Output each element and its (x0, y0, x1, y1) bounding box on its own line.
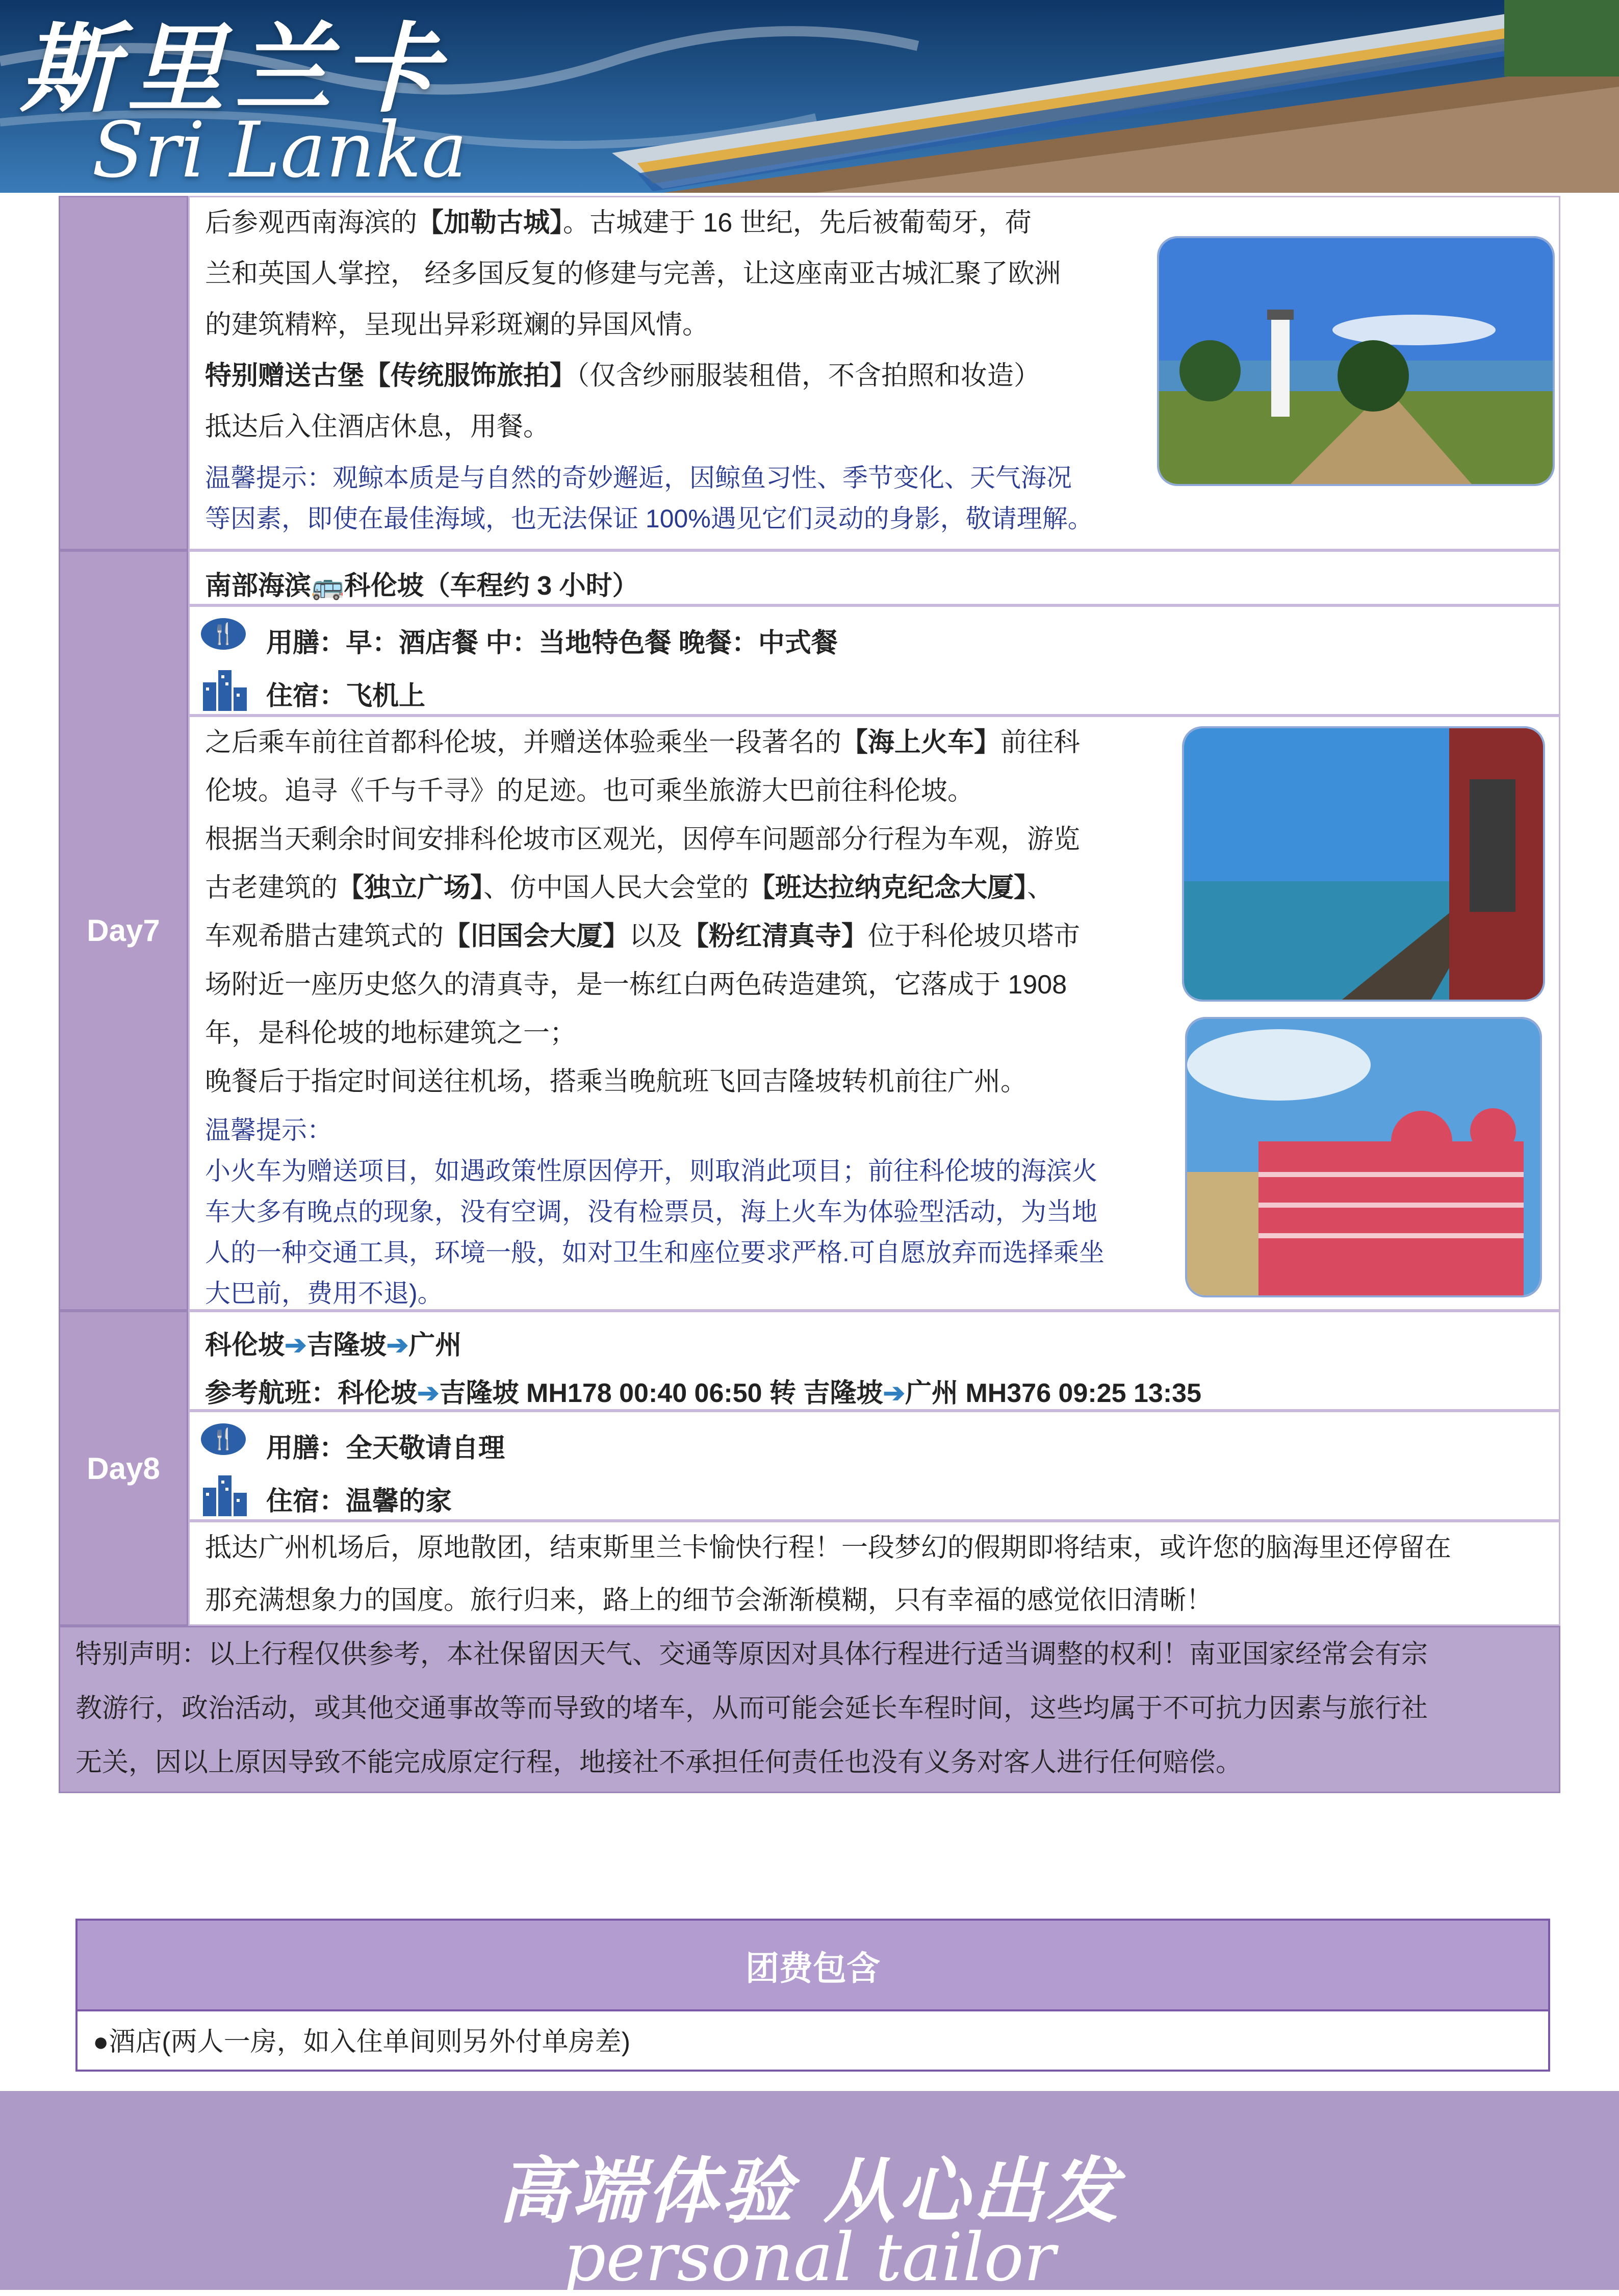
day8-meals: 用膳：全天敬请自理 (266, 1434, 505, 1463)
red-mosque-photo (1185, 1017, 1542, 1297)
paragraph-line: 年，是科伦坡的地标建筑之一； (205, 1018, 577, 1048)
header-banner (0, 0, 1619, 193)
paragraph-line: 特别赠送古堡【传统服饰旅拍】（仅含纱丽服装租借，不含拍照和妆造） (205, 361, 1041, 391)
sea-train-photo (1182, 726, 1545, 1002)
galle-lighthouse-photo (1157, 236, 1555, 486)
day-label-day8: Day8 (59, 1311, 188, 1626)
footer-slogan-en: personal tailor (563, 2218, 1056, 2296)
footer-slogan-cn: 高端体验 从心出发 (498, 2150, 1121, 2233)
fork-knife-icon: 🍴 (201, 618, 246, 650)
plane-arrow-icon: ➔ (386, 1331, 409, 1360)
day7-content-cell (188, 716, 1560, 1311)
paragraph-line: 场附近一座历史悠久的清真寺，是一栋红白两色砖造建筑，它落成于 1908 (205, 970, 1067, 1000)
day7-meal-stay-row (188, 605, 1560, 716)
tip-line: 温馨提示：观鲸本质是与自然的奇妙邂逅，因鲸鱼习性、季节变化、天气海况 (205, 464, 1072, 492)
day6-content-cell (188, 196, 1560, 550)
paragraph-line: 的建筑精粹，呈现出异彩斑斓的异国风情。 (205, 310, 709, 340)
banner-subtitle: Sri Lanka (92, 106, 468, 193)
paragraph-line: 抵达广州机场后，原地散团，结束斯里兰卡愉快行程！一段梦幻的假期即将结束，或许您的脑海里还停留在 (205, 1533, 1452, 1563)
fee-includes-header: 团费包含 (78, 1921, 1548, 2011)
fork-knife-icon: 🍴 (201, 1423, 246, 1455)
day8-content-cell (188, 1521, 1560, 1626)
notice-line: 无关，因以上原因导致不能完成原定行程，地接社不承担任何责任也没有义务对客人进行任何赔偿。 (75, 1748, 1243, 1777)
paragraph-line: 古老建筑的【独立广场】、仿中国人民大会堂的【班达拉纳克纪念大厦】、 (205, 873, 1054, 903)
day-label-day7: Day7 (59, 550, 188, 1311)
day8-route-row (188, 1311, 1560, 1411)
plane-arrow-icon: ➔ (417, 1379, 440, 1408)
day8-flight-info: 参考航班：科伦坡➔吉隆坡 MH178 00:40 06:50 转 吉隆坡➔广州 MH376 09:25 13:35 (205, 1379, 1201, 1408)
tip-line: 等因素，即使在最佳海域，也无法保证 100%遇见它们灵动的身影，敬请理解。 (205, 504, 1093, 533)
paragraph-line: 抵达后入住酒店休息，用餐。 (205, 412, 550, 442)
paragraph-line: 兰和英国人掌控， 经多国反复的修建与完善，让这座南亚古城汇聚了欧洲 (205, 259, 1061, 289)
footer-banner (0, 2091, 1619, 2296)
day7-route-title: 南部海滨🚌科伦坡（车程约 3 小时） (205, 571, 639, 601)
notice-line: 教游行，政治活动，或其他交通事故等而导致的堵车，从而可能会延长车程时间，这些均属于不可抗力因素与旅行社 (75, 1694, 1428, 1723)
tip-line: 小火车为赠送项目，如遇政策性原因停开，则取消此项目；前往科伦坡的海滨火 (205, 1157, 1097, 1185)
bus-icon: 🚌 (311, 571, 344, 601)
day7-meals: 用膳：早：酒店餐 中：当地特色餐 晚餐：中式餐 (266, 628, 838, 658)
special-notice (59, 1626, 1560, 1793)
day8-stay: 住宿：温馨的家 (266, 1487, 452, 1516)
plane-arrow-icon: ➔ (883, 1379, 906, 1408)
paragraph-line: 车观希腊古建筑式的【旧国会大厦】以及【粉红清真寺】位于科伦坡贝塔市 (205, 922, 1081, 951)
building-icon (201, 667, 248, 711)
tip-line: 人的一种交通工具，环境一般，如对卫生和座位要求严格.可自愿放弃而选择乘坐 (205, 1238, 1104, 1267)
tip-heading: 温馨提示： (205, 1116, 332, 1144)
day7-stay: 住宿：飞机上 (266, 681, 426, 711)
paragraph-line: 后参观西南海滨的【加勒古城】。古城建于 16 世纪，先后被葡萄牙，荷 (205, 208, 1032, 238)
day8-route-title: 科伦坡➔吉隆坡➔广州 (205, 1331, 462, 1360)
building-icon (201, 1472, 248, 1516)
fee-includes-box (75, 1919, 1550, 2072)
paragraph-line: 根据当天剩余时间安排科伦坡市区观光，因停车问题部分行程为车观，游览 (205, 825, 1081, 854)
paragraph-line: 那充满想象力的国度。旅行归来，路上的细节会渐渐模糊，只有幸福的感觉依旧清晰！ (205, 1586, 1213, 1615)
tip-line: 车大多有晚点的现象，没有空调，没有检票员，海上火车为体验型活动，为当地 (205, 1197, 1097, 1226)
fee-item: ●酒店(两人一房，如入住单间则另外付单房差) (93, 2027, 631, 2057)
paragraph-line: 晚餐后于指定时间送往机场，搭乘当晚航班飞回吉隆坡转机前往广州。 (205, 1067, 1027, 1096)
plane-arrow-icon: ➔ (285, 1331, 307, 1360)
notice-line: 特别声明：以上行程仅供参考，本社保留因天气、交通等原因对具体行程进行适当调整的权利！南亚国家经常会有宗 (75, 1640, 1428, 1669)
day8-meal-stay-row (188, 1411, 1560, 1521)
day-column-continued (59, 196, 188, 550)
day7-route-row (188, 550, 1560, 605)
banner-title: 斯里兰卡 (20, 12, 449, 125)
tip-line: 大巴前，费用不退)。 (205, 1279, 443, 1308)
paragraph-line: 之后乘车前往首都科伦坡，并赠送体验乘坐一段著名的【海上火车】前往科 (205, 728, 1081, 757)
paragraph-line: 伦坡。追寻《千与千寻》的足迹。也可乘坐旅游大巴前往科伦坡。 (205, 776, 974, 806)
